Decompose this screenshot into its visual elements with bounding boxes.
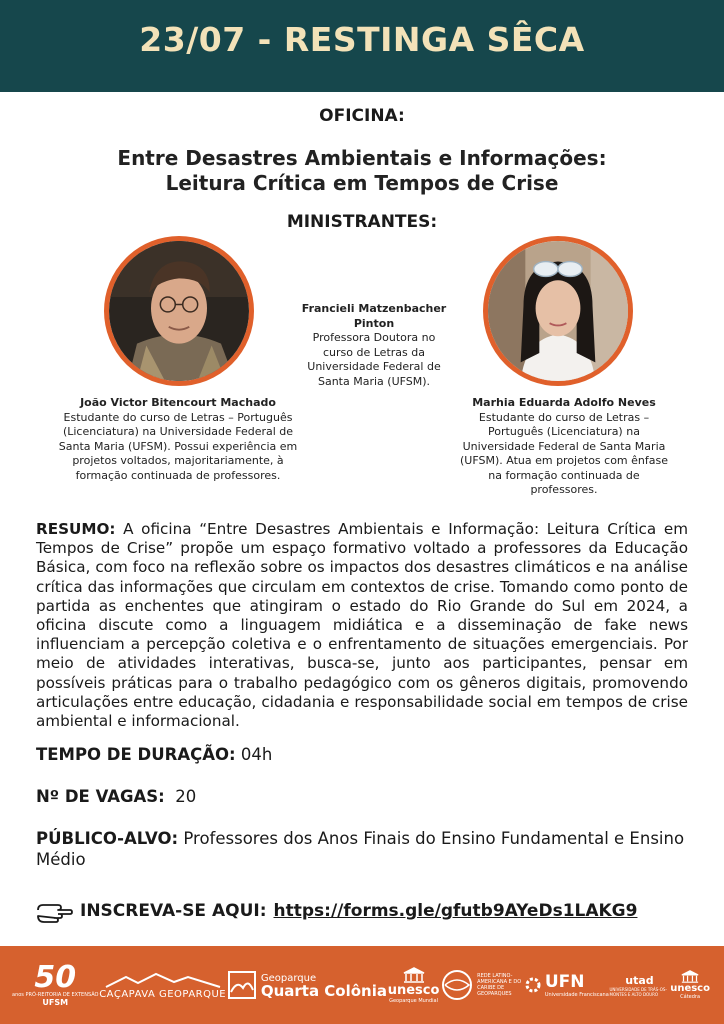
- unesco-text: unesco: [387, 982, 440, 998]
- portrait-photo-marhia: [488, 241, 628, 381]
- logo-unesco-geoparque: [388, 967, 440, 1004]
- ministrante-name: Marhia Eduarda Adolfo Neves: [472, 396, 656, 409]
- publico-label: PÚBLICO-ALVO:: [36, 829, 179, 848]
- ministrante-joao: [58, 396, 298, 483]
- publico-alvo: [36, 828, 696, 870]
- inscreva-row: [36, 895, 696, 927]
- tempo-value: 04h: [235, 745, 273, 764]
- oficina-label: OFICINA:: [319, 106, 405, 126]
- ministrante-name: Francieli Matzenbacher Pinton: [301, 302, 447, 330]
- logo-geoparks-network: [440, 968, 523, 1002]
- portrait-photo-joao: [109, 241, 249, 381]
- geoparque-line1: Geoparque: [260, 973, 317, 984]
- ministrante-description: Estudante do curso de Letras – Português (Licenciatura) na Universidade Federal de Santa Maria (UFSM). Atua em projetos com ênfase na formação continuada de professores.: [460, 410, 668, 496]
- footer-logo-bar: [0, 946, 724, 1024]
- course-title-line1: Entre Desastres Ambientais e Informações:: [117, 146, 607, 170]
- resumo-paragraph: [36, 520, 688, 731]
- utad-text: utad: [625, 973, 654, 987]
- logo-unesco-catedra: [670, 970, 710, 1000]
- unesco-temple-icon: [403, 967, 425, 983]
- ministrante-description: Estudante do curso de Letras – Português (Licenciatura) na Universidade Federal de Santa Maria (UFSM). Possui experiência em projetos voltados, majoritariamente, à formação continuada de professores.: [58, 410, 298, 482]
- numero-vagas: [36, 786, 696, 807]
- network-text: REDE LATINO-AMERICANA E DO CARIBE DE GEOPARQUES: [477, 973, 522, 997]
- logo-50-subtitle: anos PRÓ-REITORIA DE EXTENSÃO: [12, 991, 99, 998]
- utad-subtitle: UNIVERSIDADE DE TRÁS-OS-MONTES E ALTO DOURO: [609, 986, 667, 997]
- unesco-temple-icon: [681, 970, 699, 983]
- vagas-label: Nº DE VAGAS:: [36, 787, 165, 806]
- avatar-joao: [104, 236, 254, 386]
- tempo-label: TEMPO DE DURAÇÃO:: [36, 745, 236, 764]
- header-banner: [0, 0, 724, 92]
- resumo-label: RESUMO:: [36, 520, 116, 538]
- course-title-line2: Leitura Crítica em Tempos de Crise: [165, 171, 559, 195]
- publico-value: Professores dos Anos Finais do Ensino Fundamental e Ensino Médio: [36, 829, 685, 869]
- logo-cacapava-text: CAÇAPAVA GEOPARQUE: [99, 988, 227, 1000]
- resumo-text: A oficina “Entre Desastres Ambientais e Informação: Leitura Crítica em Tempos de Crise” propõe um espaço formativo voltado a professores da Educação Básica, com foco na reflexão sobre os impactos dos desastres climáticos e na análise crítica das informações que circulam em contextos de crise. Tomando como ponto de partida as enchentes que atingiram o estado do Rio Grande do Sul em 2024, a oficina discute como a linguagem midiática e a disseminação de fake news influenciam a percepção coletiva e o enfrentamento de situações emergenciais. Por meio de atividades interativas, busca-se, junto aos participantes, pensar em possíveis práticas para o trabalho pedagógico com os gêneros digitais, promovendo articulações entre educação, cidadania e responsabilidade social em tempos de crise ambiental e informacional.: [36, 520, 688, 731]
- ministrante-name: João Victor Bitencourt Machado: [80, 396, 276, 409]
- page-title: 23/07 - RESTINGA SÊCA: [139, 20, 585, 59]
- logo-ufsm-text: UFSM: [42, 997, 69, 1007]
- course-title: [0, 146, 724, 196]
- geoparque-icon: [227, 970, 257, 1000]
- unesco-subtitle: Geoparque Mundial: [389, 997, 438, 1004]
- inscreva-label: INSCREVA-SE AQUI:: [80, 901, 267, 921]
- unesco-catedra-subtitle: Cátedra: [680, 994, 701, 1000]
- ufn-text: UFN: [544, 972, 585, 992]
- ministrante-francieli: [296, 302, 452, 389]
- unesco-catedra-text: unesco: [670, 983, 710, 994]
- logo-cacapava-geoparque: [99, 971, 226, 1000]
- vagas-value: 20: [164, 787, 197, 806]
- logo-utad: [610, 974, 670, 997]
- logo-ufn: [524, 972, 609, 998]
- logo-geoparque-quarta-colonia: [227, 970, 387, 1000]
- ministrante-marhia: [458, 396, 670, 498]
- tempo-duracao: [36, 744, 696, 765]
- mountain-icon: [104, 971, 222, 989]
- logo-50-number: 50: [34, 959, 77, 995]
- pointing-hand-icon: [36, 897, 74, 925]
- ministrante-description: Professora Doutora no curso de Letras da Universidade Federal de Santa Maria (UFSM).: [307, 331, 441, 388]
- logo-50-anos-ufsm: [12, 959, 99, 1007]
- avatar-marhia: [483, 236, 633, 386]
- registration-link[interactable]: https://forms.gle/gfutb9AYeDs1LAKG9: [273, 901, 638, 921]
- geoparks-network-icon: [440, 968, 474, 1002]
- ministrantes-label: MINISTRANTES:: [286, 212, 438, 232]
- geoparque-line2: Quarta Colônia: [260, 982, 387, 1000]
- ufn-gear-icon: [524, 976, 542, 994]
- ufn-subtitle: Universidade Franciscana: [544, 992, 609, 998]
